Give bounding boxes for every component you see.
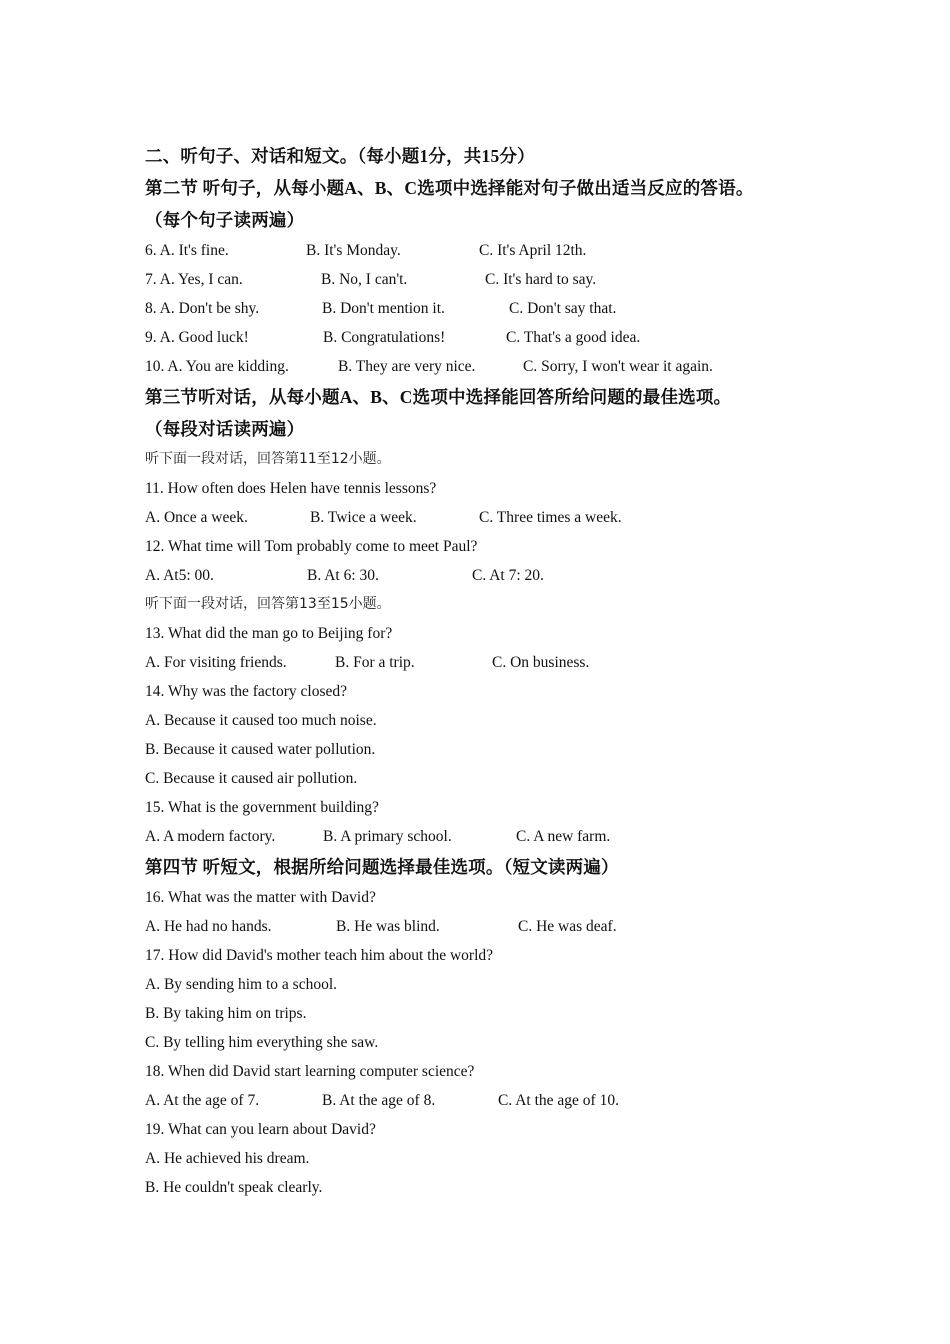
q13-option-b: B. For a trip.	[335, 654, 415, 671]
question-9-options	[145, 323, 845, 352]
exam-page	[145, 140, 845, 1202]
part3-note: （每段对话读两遍）	[145, 419, 305, 439]
q9-option-b: B. Congratulations!	[323, 329, 446, 346]
q13-option-a: A. For visiting friends.	[145, 654, 287, 671]
q9-option-c: C. That's a good idea.	[506, 329, 641, 346]
question-13-options	[145, 648, 845, 677]
part2-note: （每个句子读两遍）	[145, 210, 305, 230]
q15-option-b: B. A primary school.	[323, 828, 452, 845]
q8-option-a: 8. A. Don't be shy.	[145, 300, 260, 317]
q6-option-c: C. It's April 12th.	[479, 242, 587, 259]
question-17: 17. How did David's mother teach him about the world?	[145, 947, 494, 964]
q8-option-c: C. Don't say that.	[509, 300, 617, 317]
question-10-options	[145, 352, 845, 381]
question-18-options	[145, 1086, 845, 1115]
part4-heading: 第四节 听短文，根据所给问题选择最佳选项。（短文读两遍）	[145, 857, 619, 877]
q12-option-a: A. At5: 00.	[145, 567, 214, 584]
q14-option-c: C. Because it caused air pollution.	[145, 770, 358, 787]
question-15-options	[145, 822, 845, 851]
q6-option-b: B. It's Monday.	[306, 242, 401, 259]
question-18: 18. When did David start learning computer science?	[145, 1063, 475, 1080]
q11-option-a: A. Once a week.	[145, 509, 248, 526]
q15-option-a: A. A modern factory.	[145, 828, 276, 845]
q9-option-a: 9. A. Good luck!	[145, 329, 249, 346]
question-16: 16. What was the matter with David?	[145, 889, 376, 906]
q19-option-a: A. He achieved his dream.	[145, 1150, 310, 1167]
q14-option-b: B. Because it caused water pollution.	[145, 741, 376, 758]
q7-option-b: B. No, I can't.	[321, 271, 408, 288]
question-12-options	[145, 561, 845, 590]
part2-heading: 第二节 听句子，从每小题A、B、C选项中选择能对句子做出适当反应的答语。	[145, 178, 754, 198]
q11-option-c: C. Three times a week.	[479, 509, 622, 526]
q19-option-b: B. He couldn't speak clearly.	[145, 1179, 323, 1196]
q16-option-c: C. He was deaf.	[518, 918, 617, 935]
q10-option-b: B. They are very nice.	[338, 358, 476, 375]
q18-option-c: C. At the age of 10.	[498, 1092, 619, 1109]
q17-option-c: C. By telling him everything she saw.	[145, 1034, 379, 1051]
q12-option-b: B. At 6: 30.	[307, 567, 379, 584]
question-16-options	[145, 912, 845, 941]
q7-option-c: C. It's hard to say.	[485, 271, 597, 288]
q18-option-b: B. At the age of 8.	[322, 1092, 436, 1109]
question-13: 13. What did the man go to Beijing for?	[145, 625, 393, 642]
question-12: 12. What time will Tom probably come to meet Paul?	[145, 538, 478, 555]
q17-option-a: A. By sending him to a school.	[145, 976, 338, 993]
q16-option-b: B. He was blind.	[336, 918, 440, 935]
question-14: 14. Why was the factory closed?	[145, 683, 348, 700]
q6-option-a: 6. A. It's fine.	[145, 242, 229, 259]
q14-option-a: A. Because it caused too much noise.	[145, 712, 377, 729]
question-6-options	[145, 236, 845, 265]
question-11: 11. How often does Helen have tennis lessons?	[145, 480, 437, 497]
question-19: 19. What can you learn about David?	[145, 1121, 376, 1138]
q13-option-c: C. On business.	[492, 654, 590, 671]
question-7-options	[145, 265, 845, 294]
part3-heading: 第三节听对话，从每小题A、B、C选项中选择能回答所给问题的最佳选项。	[145, 387, 732, 407]
q10-option-c: C. Sorry, I won't wear it again.	[523, 358, 713, 375]
q11-option-b: B. Twice a week.	[310, 509, 417, 526]
q18-option-a: A. At the age of 7.	[145, 1092, 260, 1109]
question-15: 15. What is the government building?	[145, 799, 379, 816]
question-11-options	[145, 503, 845, 532]
question-8-options	[145, 294, 845, 323]
q12-option-c: C. At 7: 20.	[472, 567, 544, 584]
instruction-13-15: 听下面一段对话，回答第13至15小题。	[145, 596, 391, 612]
q7-option-a: 7. A. Yes, I can.	[145, 271, 243, 288]
q10-option-a: 10. A. You are kidding.	[145, 358, 289, 375]
section-title: 二、听句子、对话和短文。（每小题1分，共15分）	[145, 146, 535, 166]
instruction-11-12: 听下面一段对话，回答第11至12小题。	[145, 451, 391, 467]
q15-option-c: C. A new farm.	[516, 828, 611, 845]
q16-option-a: A. He had no hands.	[145, 918, 272, 935]
q17-option-b: B. By taking him on trips.	[145, 1005, 307, 1022]
q8-option-b: B. Don't mention it.	[322, 300, 445, 317]
